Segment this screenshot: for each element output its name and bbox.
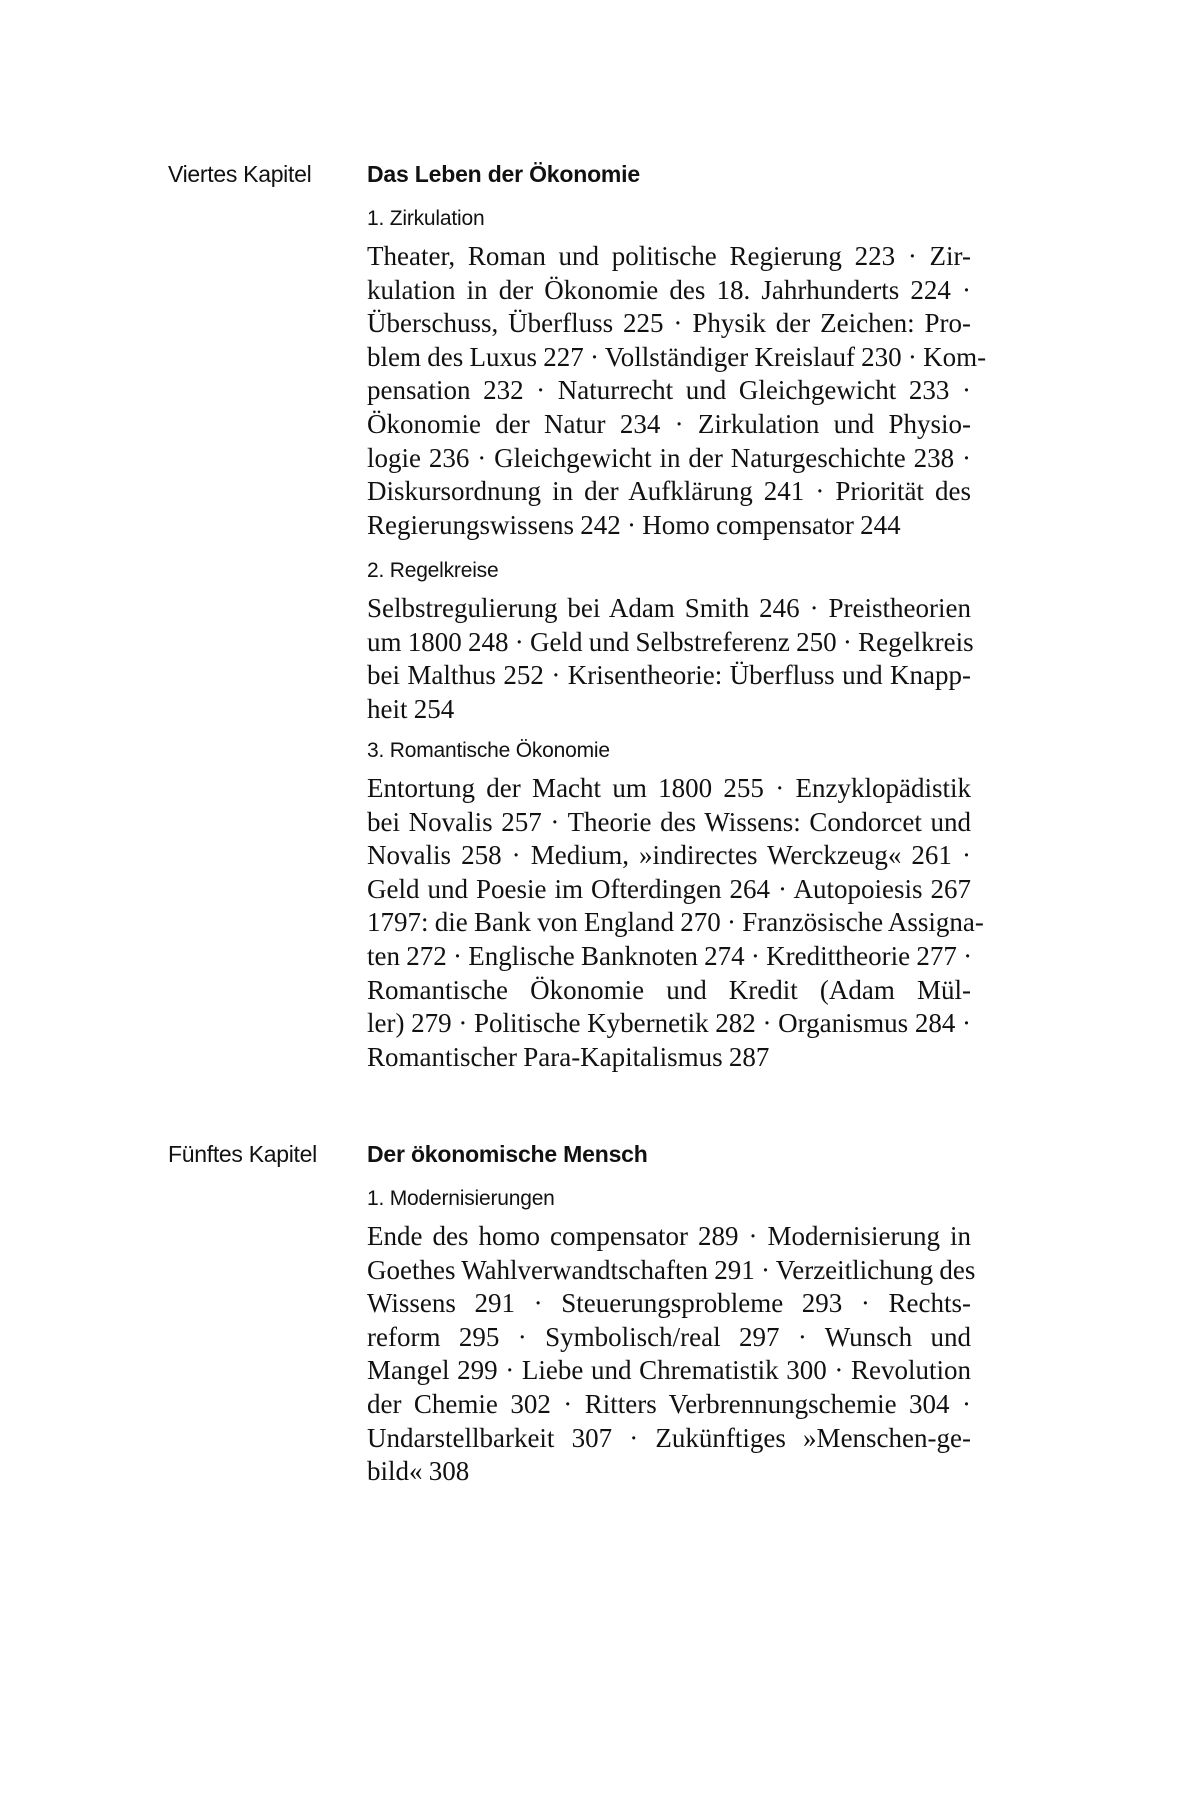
section-entries [367,772,984,1074]
entry-line: der Chemie 302 · Ritters Verbrennungschemie 304 · [367,1388,971,1419]
entry-line: Selbstregulierung bei Adam Smith 246 · Preistheorien [367,593,971,623]
chapter-label: Viertes Kapitel [168,161,312,187]
entry-line: logie 236 · Gleichgewicht in der Naturgeschichte 238 · [367,442,971,473]
entry-line: ler) 279 · Politische Kybernetik 282 · Organismus 284 · [367,1008,971,1039]
entry-line: reform 295 · Symbolisch/real 297 · Wunsch und [367,1321,971,1352]
entry-line: bei Malthus 252 · Krisentheorie: Überfluss und Knapp- [367,660,971,691]
entry-line: Mangel 299 · Liebe und Chrematistik 300 · Revolution [367,1355,971,1386]
entry-line: Undarstellbarkeit 307 · Zukünftiges »Menschen-ge- [367,1422,971,1453]
entry-line: um 1800 248 · Geld und Selbstreferenz 250 · Regelkreis [367,626,974,657]
entry-line: bild« 308 [367,1456,470,1487]
entry-line: Ende des homo compensator 289 · Modernisierung in [367,1221,971,1251]
entry-line: Geld und Poesie im Ofterdingen 264 · Autopoiesis 267 [367,873,971,904]
chapter-title: Das Leben der Ökonomie [367,161,640,187]
chapter-title: Der ökonomische Mensch [367,1141,648,1167]
section-heading: 2. Regelkreise [367,559,499,582]
entry-line: Wissens 291 · Steuerungsprobleme 293 · Rechts- [367,1288,971,1319]
section-entries [367,1220,976,1489]
entry-line: Diskursordnung in der Aufklärung 241 · Priorität des [367,476,971,507]
section-entries [367,240,987,542]
entry-line: blem des Luxus 227 · Vollständiger Kreislauf 230 · Kom- [367,341,987,372]
entry-line: kulation in der Ökonomie des 18. Jahrhunderts 224 · [367,274,971,305]
entry-line: heit 254 [367,693,455,724]
section-heading: 3. Romantische Ökonomie [367,739,610,762]
entry-line: Überschuss, Überfluss 225 · Physik der Zeichen: Pro- [367,308,971,339]
entry-line: ten 272 · Englische Banknoten 274 · Kredittheorie 277 · [367,940,973,971]
entry-line: Theater, Roman und politische Regierung 223 · Zir- [367,241,971,271]
entry-line: 1797: die Bank von England 270 · Französische Assigna- [367,907,984,938]
section-entries [367,592,974,726]
entry-line: pensation 232 · Naturrecht und Gleichgewicht 233 · [367,375,971,406]
entry-line: Novalis 258 · Medium, »indirectes Werckzeug« 261 · [367,840,971,871]
entry-line: Entortung der Macht um 1800 255 · Enzyklopädistik [367,773,971,803]
entry-line: bei Novalis 257 · Theorie des Wissens: Condorcet und [367,806,971,837]
entry-line: Romantische Ökonomie und Kredit (Adam Mül- [367,974,971,1005]
section-heading: 1. Zirkulation [367,207,485,230]
entry-line: Goethes Wahlverwandtschaften 291 · Verzeitlichung des [367,1254,976,1285]
section-heading: 1. Modernisierungen [367,1187,555,1210]
entry-line: Romantischer Para-Kapitalismus 287 [367,1041,770,1072]
entry-line: Regierungswissens 242 · Homo compensator 244 [367,509,901,540]
entry-line: Ökonomie der Natur 234 · Zirkulation und Physio- [367,408,971,439]
chapter-label: Fünftes Kapitel [168,1141,317,1167]
